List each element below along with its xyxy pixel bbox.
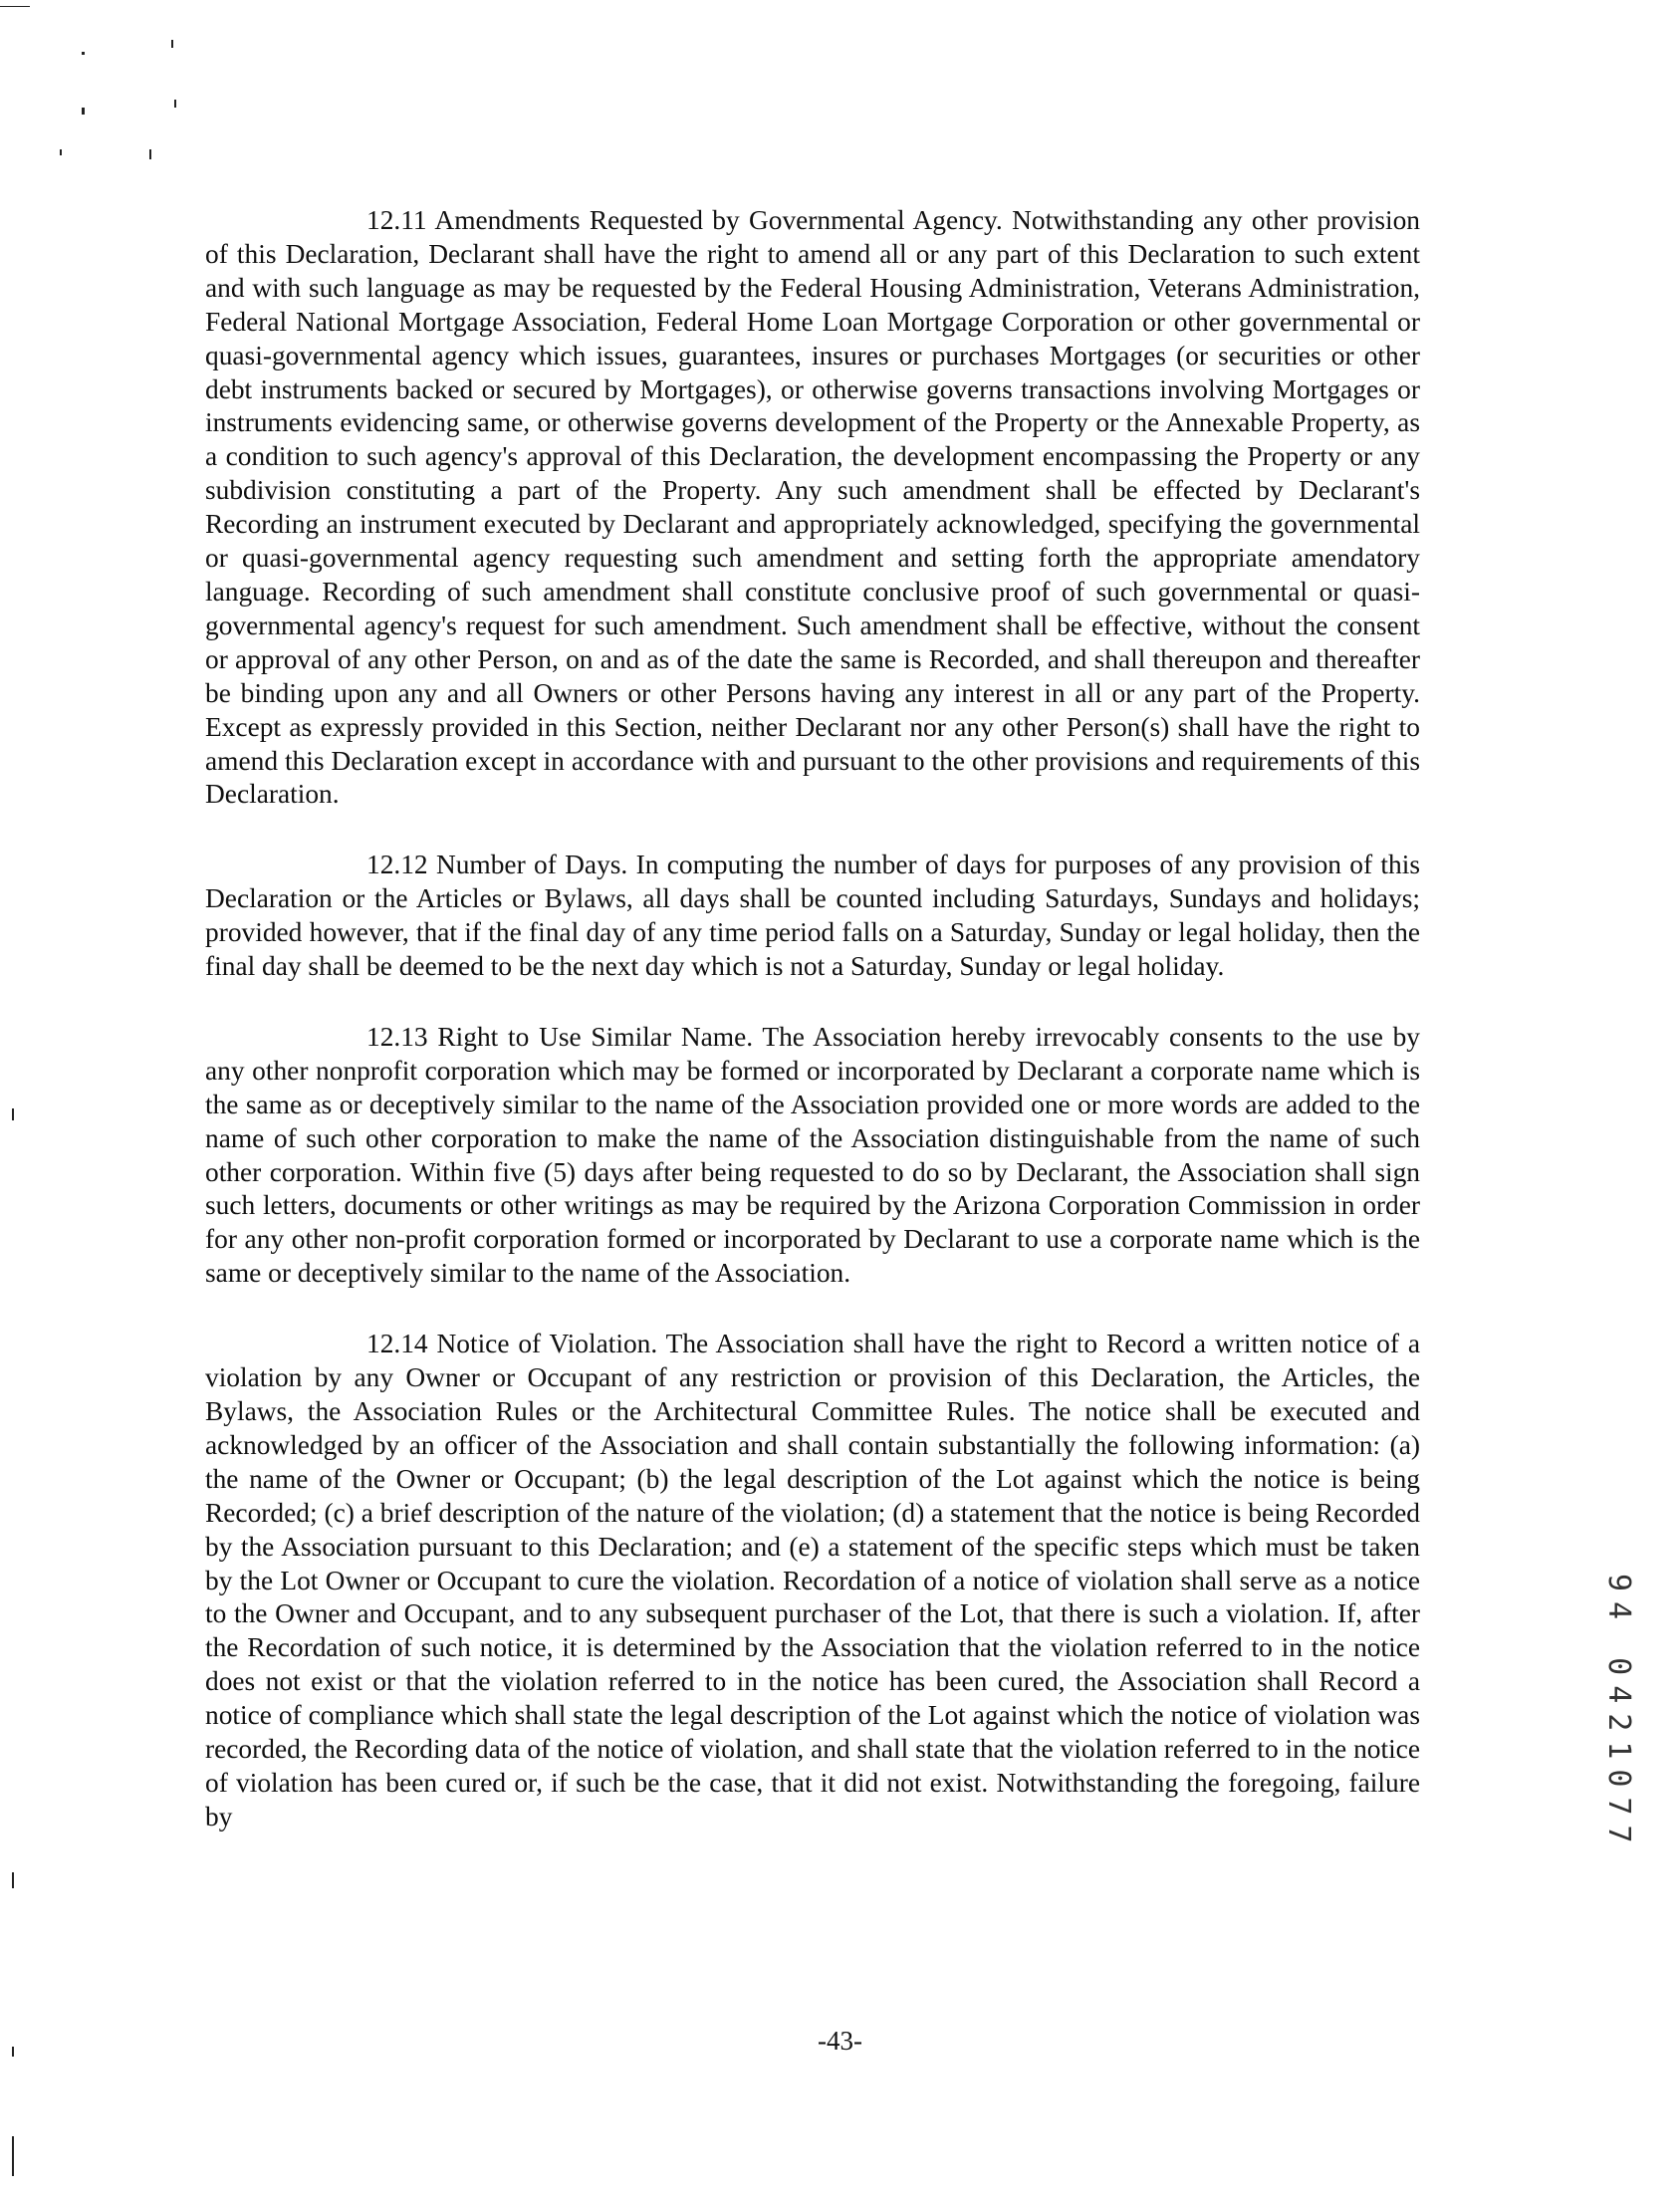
document-body xyxy=(205,204,1420,1871)
section-body: In computing the number of days for purposes of any provision of this Declaration or the Articles or Bylaws, all days shall be counted including Saturdays, Sundays and holidays; provided however, that if the final day of any time period falls on a Saturday, Sunday or legal holiday, then the final day shall be deemed to be the next day which is not a Saturday, Sunday or legal holiday. xyxy=(205,850,1420,982)
scan-artifact xyxy=(149,149,151,159)
scan-artifact xyxy=(12,1872,14,1888)
section-body: The Association hereby irrevocably consents to the use by any other nonprofit corporation which may be formed or incorporated by Declarant a corporate name which is the same as or deceptively similar to the name of the Association provided one or more words are added to the name of such other corporation to make the name of the Association distinguishable from the name of such other corporation. Within five (5) days after being requested to do so by Declarant, the Association shall sign such letters, documents or other writings as may be required by the Arizona Corporation Commission in order for any other non-profit corporation formed or incorporated by Declarant to use a corporate name which is the same or deceptively similar to the name of the Association. xyxy=(205,1021,1421,1289)
section-12-13 xyxy=(205,1021,1420,1291)
recording-stamp xyxy=(1601,1574,1646,2171)
scan-artifact xyxy=(60,149,62,155)
page-number: -43- xyxy=(818,2026,862,2056)
scan-artifact xyxy=(0,6,30,7)
section-body: The Association shall have the right to Record a written notice of a violation by any Owner or Occupant of any restriction or provision of this Declaration, the Articles, the Bylaws, the Association Rules or the Architectural Committee Rules. The notice shall be executed and acknowledged by an officer of the Association and shall contain substantially the following information: (a) the name of the Owner or Occupant; (b) the legal description of the Lot against which the notice is being Recorded; (c) a brief description of the nature of the violation; (d) a statement that the notice is being Recorded by the Association pursuant to this Declaration; and (e) a statement of the specific steps which must be taken by the Lot Owner or Occupant to cure the violation. Recordation of a notice of violation shall serve as a notice to the Owner and Occupant, and to any subsequent purchaser of the Lot, that there is such a violation. If, after the Recordation of such notice, it is determined by the Association that the violation referred to in the notice does not exist or that the violation referred to in the notice has been cured, the Association shall Record a notice of compliance which shall state the legal description of the Lot against which the notice of violation was recorded, the Recording data of the notice of violation, and shall state that the violation referred to in the notice of violation has been cured or, if such be the case, that it did not exist. Notwithstanding the foregoing, failure by xyxy=(205,1329,1421,1832)
section-12-14 xyxy=(205,1328,1420,1834)
scan-artifact xyxy=(12,1108,14,1120)
section-heading: 12.11 Amendments Requested by Governmental Agency. xyxy=(366,205,1003,235)
scan-artifact xyxy=(12,2136,14,2176)
section-12-11 xyxy=(205,204,1420,812)
section-heading: 12.13 Right to Use Similar Name. xyxy=(366,1021,754,1052)
scan-artifact xyxy=(82,52,85,55)
scan-artifact xyxy=(171,40,173,48)
section-body: Notwithstanding any other provision of this Declaration, Declarant shall have the right to amend all or any part of this Declaration to such extent and with such language as may be requested by the Federal Housing Administration, Veterans Administration, Federal National Mortgage Association, Federal Home Loan Mortgage Corporation or other governmental or quasi-governmental agency which issues, guarantees, insures or purchases Mortgages (or securities or other debt instruments backed or secured by Mortgages), or otherwise governs transactions involving Mortgages or instruments evidencing same, or otherwise governs development of the Property or the Annexable Property, as a condition to such agency's approval of this Declaration, the development encompassing the Property or any subdivision constituting a part of the Property. Any such amendment shall be effected by Declarant's Recording an instrument executed by Declarant and appropriately acknowledged, specifying the governmental or quasi-governmental agency requesting such amendment and setting forth the appropriate amendatory language. Recording of such amendment shall constitute conclusive proof of such governmental or quasi-governmental agency's request for such amendment. Such amendment shall be effective, without the consent or approval of any other Person, on and as of the date the same is Recorded, and shall thereupon and thereafter be binding upon any and all Owners or other Persons having any interest in all or any part of the Property. Except as expressly provided in this Section, neither Declarant nor any other Person(s) shall have the right to amend this Declaration except in accordance with and pursuant to the other provisions and requirements of this Declaration. xyxy=(205,205,1420,810)
scan-artifact xyxy=(82,108,85,115)
recording-stamp-text: 94 0421077 xyxy=(1601,1574,1636,1853)
section-heading: 12.14 Notice of Violation. xyxy=(366,1329,658,1359)
section-12-12 xyxy=(205,849,1420,984)
scan-artifact xyxy=(174,100,176,108)
section-heading: 12.12 Number of Days. xyxy=(366,850,628,880)
